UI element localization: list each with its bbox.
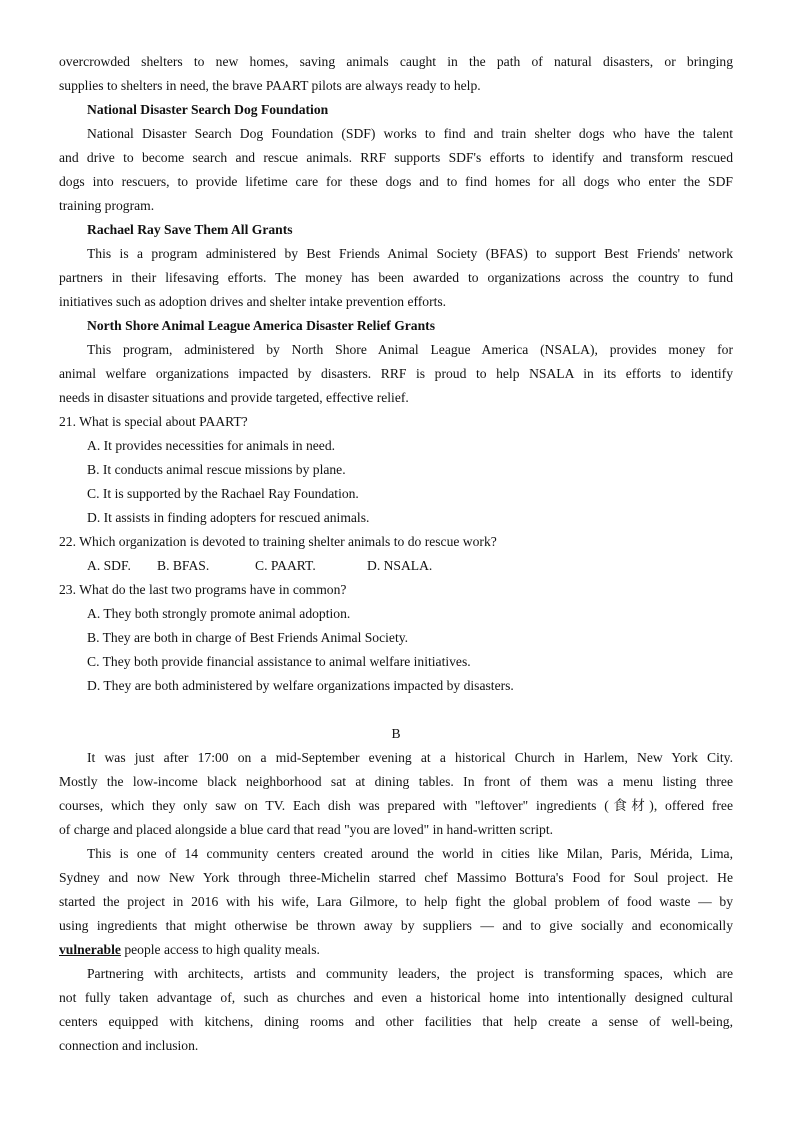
text-line: animal welfare organizations impacted by disasters. RRF is proud to help NSALA in its efforts to identify <box>59 366 733 381</box>
text-line: courses, which they only saw on TV. Each dish was prepared with "leftover" ingredients (食材), offered free <box>59 798 733 813</box>
text-line: Sydney and now New York through three-Michelin starred chef Massimo Bottura's Food for Soul project. He <box>59 870 733 885</box>
text-line: using ingredients that might otherwise be thrown away by suppliers — and to give socially and economically <box>59 918 733 933</box>
text-line: training program. <box>59 198 155 213</box>
text-line: started the project in 2016 with his wife, Lara Gilmore, to help fight the global problem of food waste — by <box>59 894 733 909</box>
text-line: and drive to become search and rescue animals. RRF supports SDF's efforts to identify and transform rescued <box>59 150 733 165</box>
text-line: of charge and placed alongside a blue card that read "you are loved" in hand-written script. <box>59 822 553 837</box>
text-line: It was just after 17:00 on a mid-September evening at a historical Church in Harlem, New York City. <box>87 750 733 765</box>
text-line: overcrowded shelters to new homes, saving animals caught in the path of natural disasters, or bringing <box>59 54 733 69</box>
question-option: C. It is supported by the Rachael Ray Foundation. <box>87 486 359 501</box>
text-line: Partnering with architects, artists and community leaders, the project is transforming spaces, which are <box>87 966 733 981</box>
question-stem: 22. Which organization is devoted to training shelter animals to do rescue work? <box>59 534 497 549</box>
text-line: centers equipped with kitchens, dining rooms and other facilities that help create a sense of well-being, <box>59 1014 733 1029</box>
question-stem: 23. What do the last two programs have in common? <box>59 582 347 597</box>
question-option: D. They are both administered by welfare organizations impacted by disasters. <box>87 678 514 693</box>
question-option: D. NSALA. <box>367 558 433 573</box>
question-option: A. SDF. <box>87 558 131 573</box>
section-heading: North Shore Animal League America Disaster Relief Grants <box>87 318 435 333</box>
text-line: Mostly the low-income black neighborhood sat at dining tables. In front of them was a menu listing three <box>59 774 733 789</box>
question-option: C. They both provide financial assistance to animal welfare initiatives. <box>87 654 471 669</box>
question-option: A. They both strongly promote animal adoption. <box>87 606 351 621</box>
text-line: initiatives such as adoption drives and shelter intake prevention efforts. <box>59 294 447 309</box>
question-option: B. BFAS. <box>157 558 210 573</box>
text-line: dogs into rescuers, to provide lifetime care for these dogs and to find homes for all dogs who enter the SDF <box>59 174 733 189</box>
question-option: C. PAART. <box>255 558 316 573</box>
text-line <box>59 938 733 962</box>
text-line: partners in their lifesaving efforts. The money has been awarded to organizations across the country to fund <box>59 270 733 285</box>
text-line: supplies to shelters in need, the brave PAART pilots are always ready to help. <box>59 78 481 93</box>
text-line: This program, administered by North Shore Animal League America (NSALA), provides money for <box>87 342 733 357</box>
section-heading: Rachael Ray Save Them All Grants <box>87 222 293 237</box>
question-stem: 21. What is special about PAART? <box>59 414 248 429</box>
exam-page <box>59 50 733 1058</box>
text-line: This is a program administered by Best Friends Animal Society (BFAS) to support Best Friends' network <box>87 246 733 261</box>
underlined-word: vulnerable <box>59 942 121 957</box>
text-fragment: people access to high quality meals. <box>120 942 320 957</box>
passage-label: B <box>391 726 401 741</box>
text-line: National Disaster Search Dog Foundation (SDF) works to find and train shelter dogs who have the talent <box>87 126 733 141</box>
text-line: needs in disaster situations and provide targeted, effective relief. <box>59 390 409 405</box>
text-line: This is one of 14 community centers created around the world in cities like Milan, Paris, Mérida, Lima, <box>87 846 733 861</box>
question-option: B. They are both in charge of Best Friends Animal Society. <box>87 630 409 645</box>
question-option: D. It assists in finding adopters for rescued animals. <box>87 510 370 525</box>
text-line: not fully taken advantage of, such as churches and even a historical home into intentionally designed cultural <box>59 990 733 1005</box>
question-option: B. It conducts animal rescue missions by plane. <box>87 462 346 477</box>
question-option: A. It provides necessities for animals in need. <box>87 438 336 453</box>
question-options-row <box>59 554 733 578</box>
section-heading: National Disaster Search Dog Foundation <box>87 102 329 117</box>
text-line: connection and inclusion. <box>59 1038 199 1053</box>
